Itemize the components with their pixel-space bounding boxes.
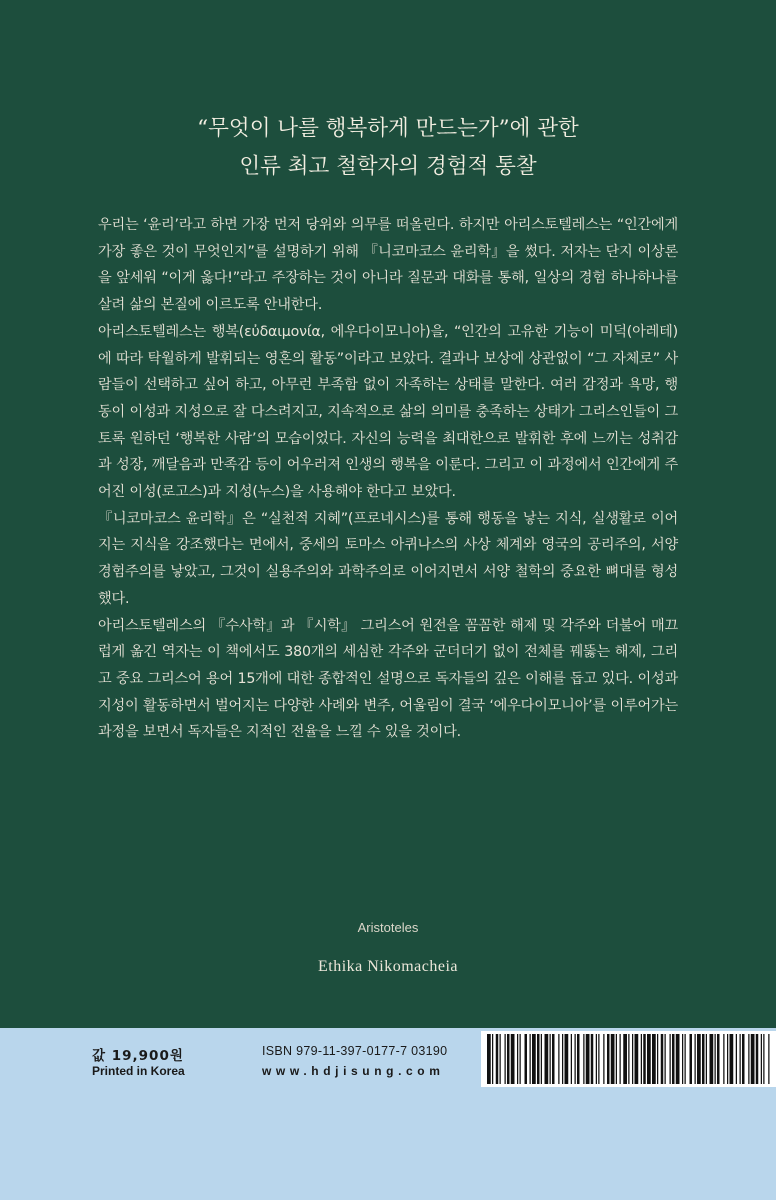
isbn-label: ISBN 979-11-397-0177-7 03190 xyxy=(262,1044,448,1058)
author-name: Aristoteles xyxy=(357,920,419,935)
price-label: 값 19,900원 xyxy=(92,1048,184,1064)
headline-line-2: 인류 최고 철학자의 경험적 통찰 xyxy=(239,154,537,179)
barcode xyxy=(481,1031,776,1087)
paragraph: 『니코마코스 윤리학』은 “실천적 지혜”(프로네시스)를 통해 행동을 낳는 지식, 실생활로 이어지는 지식을 강조했다는 면에서, 중세의 토마스 아퀴나스의 사상 체계와 영국의 공리주의, 서양 경험주의를 낳았고, 그것이 실용주의와 과학주의로 이어지면서 서양 철학의 중요한 뼈대를 형성했다. xyxy=(98,510,678,607)
paragraph: 아리스토텔레스는 행복(εὐδαιμονία, 에우다이모니아)을, “인간의 고유한 기능이 미덕(아레테)에 따라 탁월하게 발휘되는 영혼의 활동”이라고 보았다. 결과나 보상에 상관없이 “그 자체로” 사람들이 선택하고 싶어 하고, 아무런 부족함 없이 자족하는 상태를 말한다. 여러 감정과 욕망, 행동이 이성과 지성으로 잘 다스려지고, 지속적으로 삶의 의미를 충족하는 상태가 그리스인들이 그토록 원하던 ‘행복한 사람’의 모습이었다. 자신의 능력을 최대한으로 발휘한 후에 느끼는 성취감과 성장, 깨달음과 만족감 등이 어우러져 인생의 행복을 이룬다. 그리고 이 과정에서 인간에게 주어진 이성(로고스)과 지성(누스)을 사용해야 한다고 보았다. xyxy=(98,323,678,501)
headline-line-1: “무엇이 나를 행복하게 만드는가”에 관한 xyxy=(197,116,579,141)
paragraph: 우리는 ‘윤리’라고 하면 가장 먼저 당위와 의무를 떠올린다. 하지만 아리스토텔레스는 “인간에게 가장 좋은 것이 무엇인지”를 설명하기 위해 『니코마코스 윤리학』을 썼다. 저자는 단지 이상론을 앞세워 “이게 옳다!”라고 주장하는 것이 아니라 질문과 대화를 통해, 일상의 경험 하나하나를 살려 삶의 본질에 이르도록 안내한다. xyxy=(98,217,678,314)
barcode-icon xyxy=(481,1031,776,1087)
printed-in-label: Printed in Korea xyxy=(92,1064,185,1078)
paragraph: 아리스토텔레스의 『수사학』과 『시학』 그리스어 원전을 꼼꼼한 해제 및 각주와 더불어 매끄럽게 옮긴 역자는 이 책에서도 380개의 세심한 각주와 군더더기 없이 전체를 꿰뚫는 해제, 그리고 중요 그리스어 용어 15개에 대한 종합적인 설명으로 독자들의 깊은 이해를 돕고 있다. 이성과 지성이 활동하면서 벌어지는 다양한 사례와 변주, 어울림이 결국 ‘에우다이모니아’를 이루어가는 과정을 보면서 독자들은 지적인 전율을 느낄 수 있을 것이다. xyxy=(98,617,678,741)
headline xyxy=(0,110,776,186)
description-text xyxy=(98,212,678,746)
original-title: Ethika Nikomacheia xyxy=(317,958,459,975)
publisher-website: www.hdjisung.com xyxy=(262,1064,445,1078)
